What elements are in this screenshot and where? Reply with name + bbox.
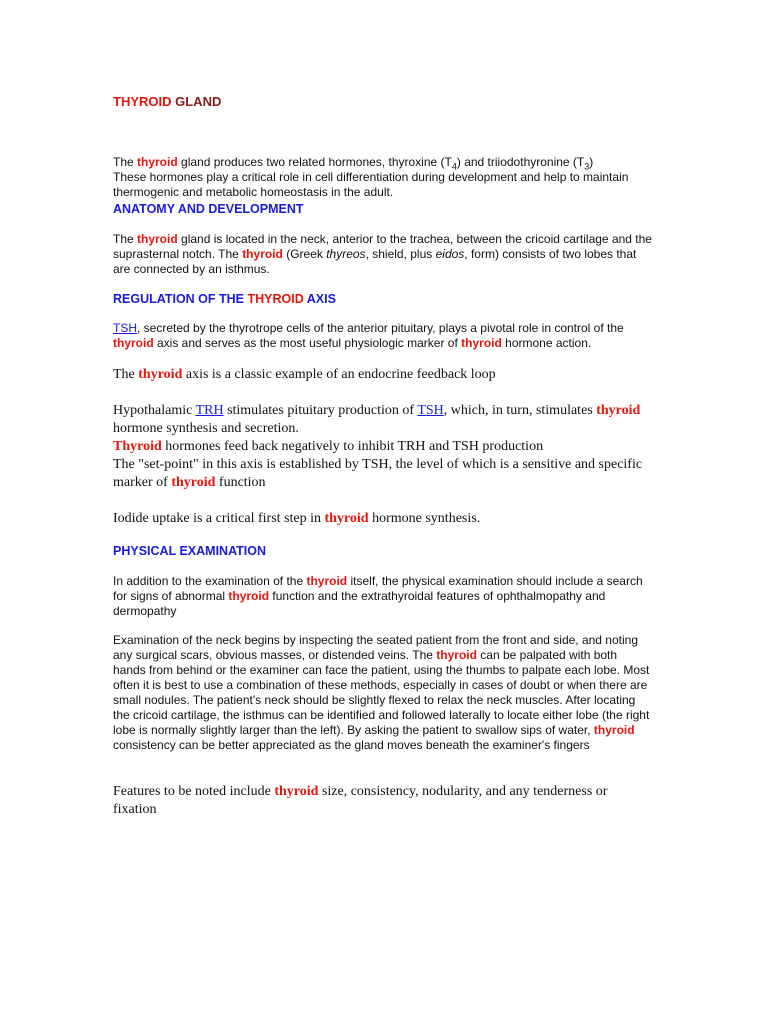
text: The "set-point" in this axis is established by TSH, the level of which is a sensitive and specific marker of: [113, 457, 643, 490]
text: , form) consists of two lobes that are connected by an isthmus.: [113, 247, 637, 276]
section-heading-exam: PHYSICAL EXAMINATION: [113, 544, 267, 558]
text: These hormones play a critical role in cell differentiation during development and help to maintain thermogenic and metabolic homeostasis in the adult.: [113, 170, 629, 199]
subscript: 4: [451, 161, 457, 172]
exam-paragraph-3: [113, 783, 653, 819]
keyword: thyroid: [137, 232, 178, 246]
text: stimulates pituitary production of: [223, 403, 418, 418]
italic-term: thyreos: [326, 247, 366, 261]
keyword: thyroid: [242, 247, 283, 261]
italic-term: eidos: [435, 247, 465, 261]
keyword: thyroid: [324, 511, 369, 526]
text: (Greek: [282, 247, 327, 261]
keyword: thyroid: [461, 336, 502, 350]
text: axis is a classic example of an endocrine feedback loop: [182, 367, 496, 382]
exam-paragraph-2: [113, 633, 653, 753]
text: AXIS: [303, 292, 336, 306]
text: hormone action.: [501, 336, 592, 350]
tsh-link[interactable]: TSH: [113, 321, 137, 335]
text: function: [215, 475, 266, 490]
text: hormones feed back negatively to inhibit TRH and TSH production: [161, 439, 544, 454]
regulation-paragraph-4: [113, 510, 653, 528]
title-word: GLAND: [175, 94, 222, 109]
text: REGULATION OF THE: [113, 292, 248, 306]
text: , which, in turn, stimulates: [443, 403, 597, 418]
keyword: thyroid: [138, 367, 183, 382]
page-title: [113, 94, 653, 109]
text: size, consistency, nodularity, and any tenderness or fixation: [113, 784, 608, 817]
exam-paragraph-1: [113, 574, 653, 619]
regulation-paragraph-3: [113, 402, 653, 492]
keyword: thyroid: [593, 723, 635, 737]
text: Iodide uptake is a critical first step in: [113, 511, 325, 526]
keyword: thyroid: [436, 648, 477, 662]
text: Hypothalamic: [113, 403, 196, 418]
text: axis and serves as the most useful physiologic marker of: [153, 336, 462, 350]
keyword: Thyroid: [113, 439, 162, 454]
trh-link[interactable]: TRH: [195, 403, 224, 418]
regulation-paragraph-1: [113, 321, 653, 351]
text: hormone synthesis.: [368, 511, 481, 526]
text: gland is located in the neck, anterior to the trachea, between the cricoid cartilage and the suprasternal notch. The: [113, 232, 652, 261]
text: consistency can be better appreciated as the gland moves beneath the examiner's fingers: [113, 738, 590, 752]
text: itself, the physical examination should include a search for signs of abnormal: [113, 574, 643, 603]
keyword: THYROID: [247, 292, 304, 306]
keyword: thyroid: [171, 475, 216, 490]
anatomy-paragraph: [113, 232, 653, 277]
text: The: [113, 232, 138, 246]
text: ): [589, 155, 594, 169]
text: gland produces two related hormones, thyroxine (T: [177, 155, 452, 169]
text: hormone synthesis and secretion.: [113, 421, 299, 436]
text: can be palpated with both hands from behind or the examiner can face the patient, using the thumbs to palpate each lobe. Most often it is best to use a combination of these methods, especially in cases of doubt or when there are small nodules. The patient's neck should be slightly flexed to relax the neck muscles. After locating the cricoid cartilage, the isthmus can be identified and followed laterally to locate either lobe (the right lobe is normally slightly larger than the left). By asking the patient to swallow sips of water,: [113, 648, 650, 737]
keyword: thyroid: [113, 336, 154, 350]
section-heading-regulation: [113, 292, 653, 306]
keyword: thyroid: [306, 574, 348, 588]
text: The: [113, 367, 139, 382]
title-keyword: THYROID: [113, 94, 172, 109]
text: In addition to the examination of the: [113, 574, 307, 588]
text: Examination of the neck begins by inspecting the seated patient from the front and side, and noting any surgical scars, obvious masses, or distended veins. The: [113, 633, 639, 662]
keyword: thyroid: [137, 155, 178, 169]
text: Features to be noted include: [113, 784, 275, 799]
subscript: 3: [584, 161, 590, 172]
text: The: [113, 155, 138, 169]
text: function and the extrathyroidal features of ophthalmopathy and dermopathy: [113, 589, 606, 618]
section-heading-anatomy: ANATOMY AND DEVELOPMENT: [113, 202, 304, 216]
keyword: thyroid: [596, 403, 641, 418]
keyword: thyroid: [274, 784, 319, 799]
text: , shield, plus: [365, 247, 436, 261]
text: , secreted by the thyrotrope cells of the anterior pituitary, plays a pivotal role in control of the: [137, 321, 624, 335]
keyword: thyroid: [228, 589, 270, 603]
tsh-link[interactable]: TSH: [417, 403, 444, 418]
intro-paragraph: [113, 155, 653, 200]
text: ) and triiodothyronine (T: [456, 155, 585, 169]
regulation-paragraph-2: [113, 366, 653, 384]
